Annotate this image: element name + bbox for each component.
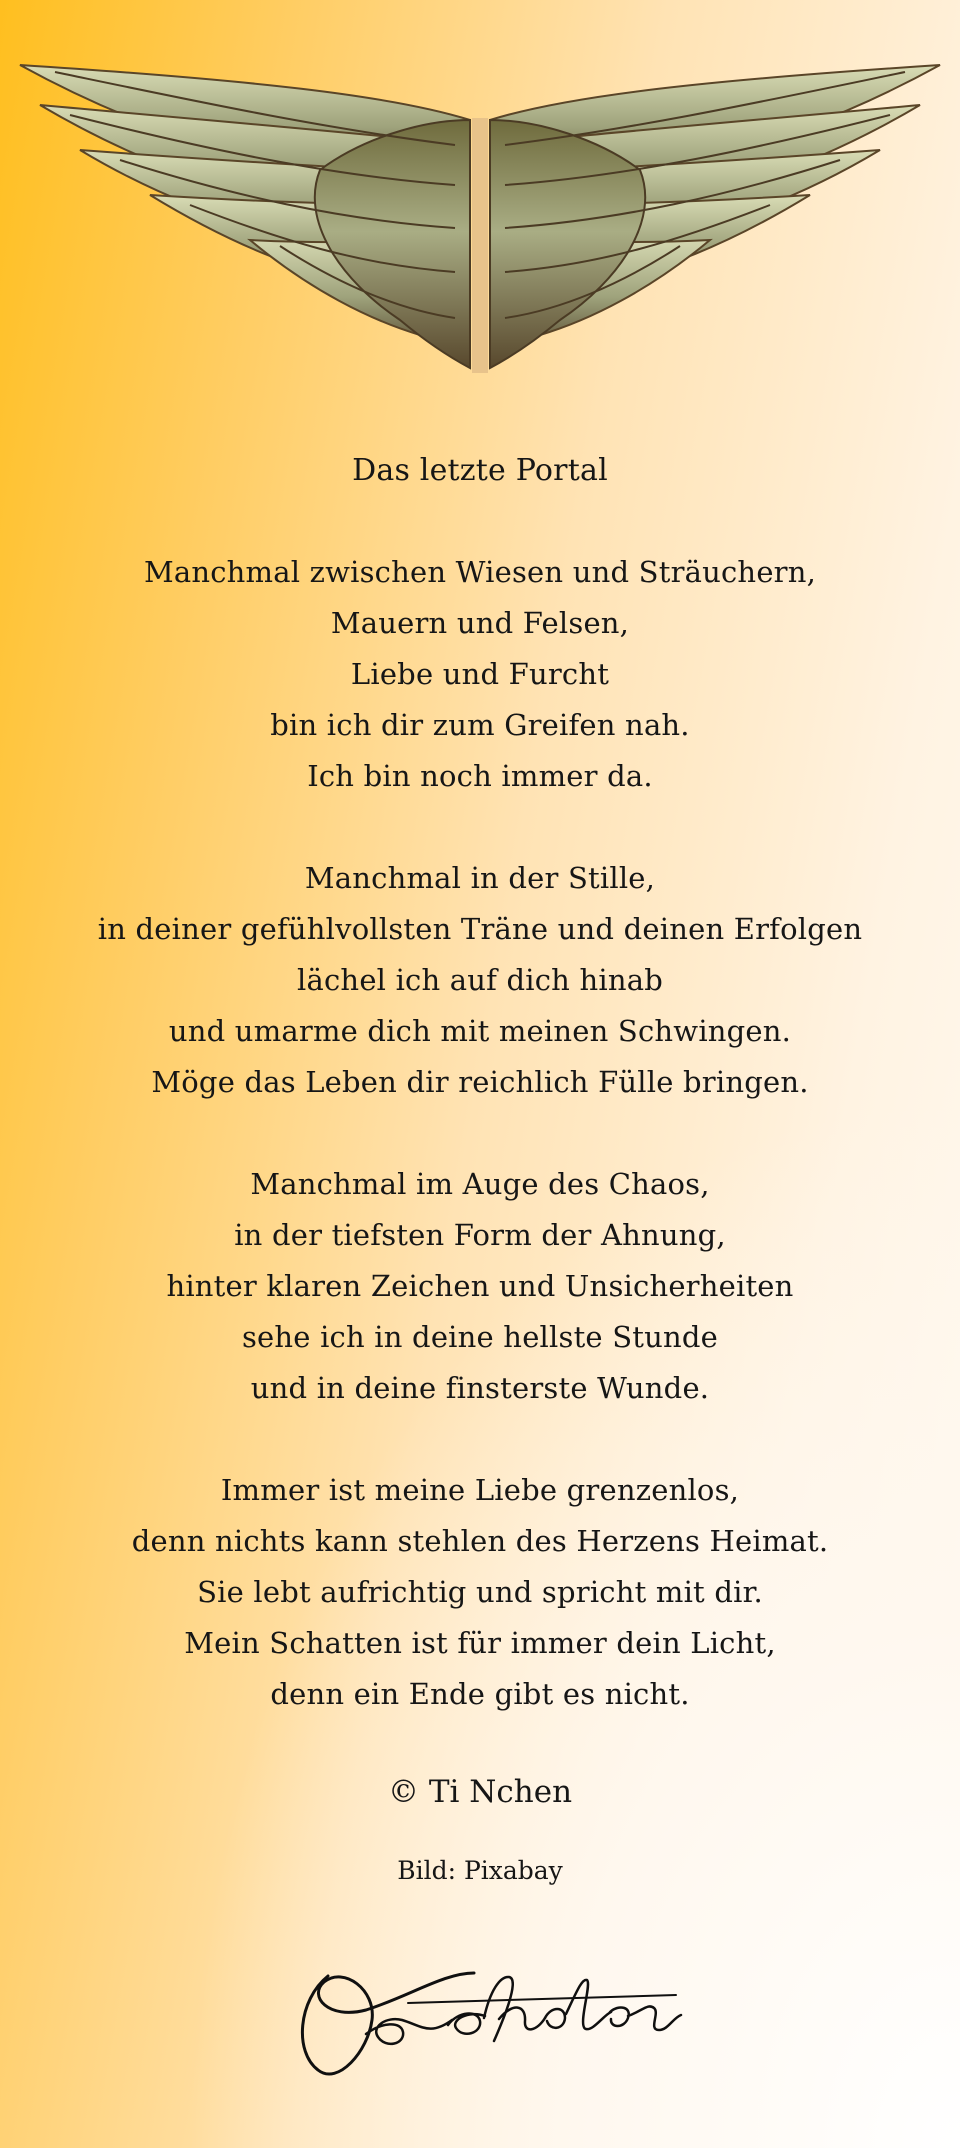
poem-line: sehe ich in deine hellste Stunde (241, 1320, 719, 1354)
poem-line: und in deine finsterste Wunde. (250, 1371, 710, 1405)
poem-line: in der tiefsten Form der Ahnung, (234, 1218, 726, 1252)
poem-line: Manchmal im Auge des Chaos, (250, 1167, 710, 1201)
poem-line: bin ich dir zum Greifen nah. (270, 708, 690, 742)
stanza-4 (0, 1465, 960, 1720)
poem (0, 445, 960, 1771)
poem-line: Manchmal in der Stille, (304, 861, 656, 895)
poem-line: Mein Schatten ist für immer dein Licht, (184, 1626, 776, 1660)
poem-line: Sie lebt aufrichtig und spricht mit dir. (197, 1575, 763, 1609)
poem-line: lächel ich auf dich hinab (297, 963, 663, 997)
poem-line: Manchmal zwischen Wiesen und Sträuchern, (143, 555, 817, 589)
poem-line: denn ein Ende gibt es nicht. (270, 1677, 690, 1711)
poem-line: Liebe und Furcht (350, 657, 610, 691)
poem-line: Möge das Leben dir reichlich Fülle bringen. (151, 1065, 809, 1099)
signature-logo (290, 1948, 690, 2088)
image-credit: Bild: Pixabay (397, 1856, 563, 1885)
poem-line: Ich bin noch immer da. (307, 759, 653, 793)
poem-line: hinter klaren Zeichen und Unsicherheiten (166, 1269, 794, 1303)
stanza-3 (0, 1159, 960, 1414)
poem-line: und umarme dich mit meinen Schwingen. (168, 1014, 792, 1048)
author-credit: © Ti Nchen (387, 1774, 573, 1810)
poem-line: in deiner gefühlvollsten Träne und deinen Erfolgen (97, 912, 863, 946)
stanza-2 (0, 853, 960, 1108)
stanza-1 (0, 547, 960, 802)
poem-line: Immer ist meine Liebe grenzenlos, (220, 1473, 740, 1507)
angel-wings-icon (0, 50, 960, 380)
poem-line: denn nichts kann stehlen des Herzens Heimat. (131, 1524, 829, 1558)
poem-line: Mauern und Felsen, (330, 606, 630, 640)
poem-title: Das letzte Portal (352, 453, 608, 488)
